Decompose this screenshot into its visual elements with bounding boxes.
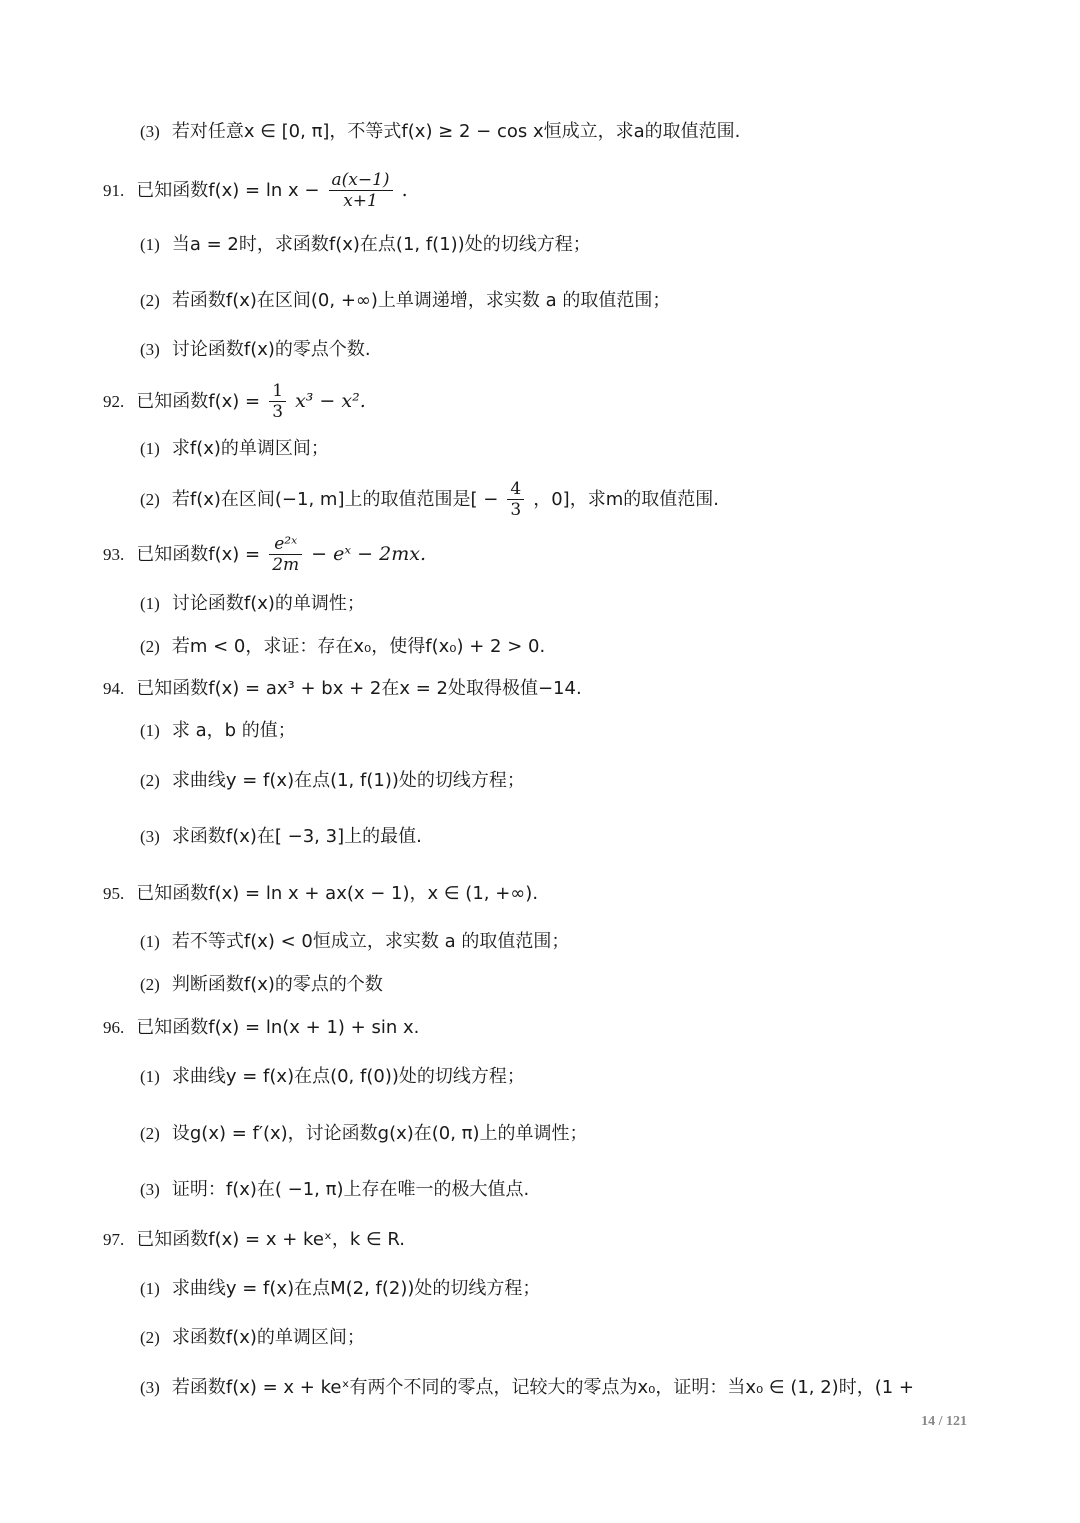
item-label: (2): [140, 771, 160, 790]
fraction-denominator: 2m: [272, 555, 300, 576]
item-text: 若不等式f(x) < 0恒成立，求实数 a 的取值范围；: [171, 931, 570, 952]
page-number: 14 / 121: [921, 1414, 967, 1429]
line-91-3: [140, 340, 371, 359]
item-label: (3): [140, 827, 160, 846]
question-95: [103, 884, 538, 903]
item-text: 求曲线y = f(x)在点M(2, f(2))处的切线方程；: [171, 1278, 541, 1299]
question-number: 96.: [103, 1018, 125, 1037]
item-label: (3): [140, 122, 160, 141]
line-90-3: [140, 122, 740, 141]
item-text: 证明：f(x)在( −1, π)上存在唯一的极大值点.: [171, 1179, 530, 1200]
item-text: 若对任意x ∈ [0, π]，不等式f(x) ≥ 2 − cos x恒成立，求a的取值范围.: [171, 121, 741, 142]
item-text: 若函数f(x)在区间(0, +∞)上单调递增，求实数 a 的取值范围；: [171, 290, 671, 311]
item-text: 讨论函数f(x)的单调性；: [171, 593, 365, 614]
line-95-2: [140, 975, 383, 994]
line-95-1: [140, 932, 569, 951]
question-text: 已知函数f(x) =: [136, 390, 261, 412]
line-94-3: [140, 827, 422, 846]
fraction: [507, 479, 524, 521]
item-text: 求函数f(x)在[ −3, 3]上的最值.: [171, 826, 422, 847]
question-text-end: x³ − x².: [295, 389, 366, 412]
item-text: 求 a，b 的值；: [171, 720, 296, 741]
line-92-2: [140, 479, 719, 521]
item-text: 若m < 0，求证：存在x₀，使得f(x₀) + 2 > 0.: [171, 636, 546, 657]
item-label: (1): [140, 1279, 160, 1298]
line-96-3: [140, 1180, 529, 1199]
item-label: (1): [140, 235, 160, 254]
question-number: 93.: [103, 544, 125, 564]
question-number: 97.: [103, 1230, 125, 1249]
item-text: 求函数f(x)的单调区间；: [171, 1327, 365, 1348]
line-92-1: [140, 439, 329, 458]
item-label: (2): [140, 1124, 160, 1143]
fraction-numerator: a(x−1): [329, 170, 393, 191]
item-text: 当a = 2时，求函数f(x)在点(1, f(1))处的切线方程；: [171, 234, 591, 255]
question-text-end: − eˣ − 2mx.: [311, 542, 426, 565]
fraction: [269, 534, 302, 576]
item-label: (1): [140, 594, 160, 613]
item-text: 若函数f(x) = x + keˣ有两个不同的零点，记较大的零点为x₀，证明：当x₀ ∈ (1, 2)时，(1 +: [171, 1377, 914, 1398]
question-97: [103, 1230, 405, 1249]
line-93-2: [140, 637, 545, 656]
item-label: (1): [140, 721, 160, 740]
question-text-end: .: [401, 178, 408, 201]
question-text: 已知函数f(x) = ln x + ax(x − 1)，x ∈ (1, +∞).: [136, 883, 539, 904]
line-94-2: [140, 771, 525, 790]
item-label: (2): [140, 489, 160, 509]
item-label: (3): [140, 1180, 160, 1199]
item-text: 若f(x)在区间(−1, m]上的取值范围是[ −: [171, 488, 499, 510]
fraction: [329, 170, 393, 212]
question-number: 92.: [103, 391, 125, 411]
fraction-numerator: e²ˣ: [269, 534, 302, 555]
question-text: 已知函数f(x) =: [136, 543, 261, 565]
fraction-numerator: 4: [507, 479, 524, 500]
question-text: 已知函数f(x) = ln(x + 1) + sin x.: [136, 1017, 420, 1038]
line-93-1: [140, 594, 365, 613]
line-96-2: [140, 1124, 588, 1143]
question-number: 94.: [103, 679, 125, 698]
question-text: 已知函数f(x) = x + keˣ，k ∈ R.: [136, 1229, 406, 1250]
item-label: (1): [140, 1067, 160, 1086]
line-97-3: [140, 1378, 914, 1397]
question-92: [103, 381, 366, 423]
question-96: [103, 1018, 419, 1037]
line-97-2: [140, 1328, 365, 1347]
question-91: [103, 170, 408, 212]
question-93: [103, 534, 426, 576]
item-text: 求f(x)的单调区间；: [171, 438, 329, 459]
item-label: (2): [140, 291, 160, 310]
item-label: (2): [140, 975, 160, 994]
line-96-1: [140, 1067, 525, 1086]
question-text: 已知函数f(x) = ln x −: [136, 179, 320, 201]
fraction-denominator: 3: [510, 500, 522, 521]
item-label: (3): [140, 340, 160, 359]
item-text-end: ，0]，求m的取值范围.: [533, 488, 719, 510]
question-text: 已知函数f(x) = ax³ + bx + 2在x = 2处取得极值−14.: [136, 678, 582, 699]
line-94-1: [140, 721, 296, 740]
line-91-2: [140, 291, 670, 310]
item-label: (2): [140, 637, 160, 656]
item-text: 求曲线y = f(x)在点(0, f(0))处的切线方程；: [171, 1066, 525, 1087]
item-text: 求曲线y = f(x)在点(1, f(1))处的切线方程；: [171, 770, 525, 791]
item-text: 设g(x) = f′(x)，讨论函数g(x)在(0, π)上的单调性；: [171, 1123, 588, 1144]
fraction-numerator: 1: [269, 381, 286, 402]
item-text: 判断函数f(x)的零点的个数: [171, 974, 383, 995]
question-number: 91.: [103, 180, 125, 200]
line-91-1: [140, 235, 591, 254]
question-number: 95.: [103, 884, 125, 903]
item-text: 讨论函数f(x)的零点个数.: [171, 339, 371, 360]
item-label: (2): [140, 1328, 160, 1347]
item-label: (1): [140, 439, 160, 458]
line-97-1: [140, 1279, 540, 1298]
item-label: (3): [140, 1378, 160, 1397]
item-label: (1): [140, 932, 160, 951]
fraction-denominator: x+1: [343, 191, 378, 212]
question-94: [103, 679, 582, 698]
fraction-denominator: 3: [272, 402, 284, 423]
fraction: [269, 381, 286, 423]
